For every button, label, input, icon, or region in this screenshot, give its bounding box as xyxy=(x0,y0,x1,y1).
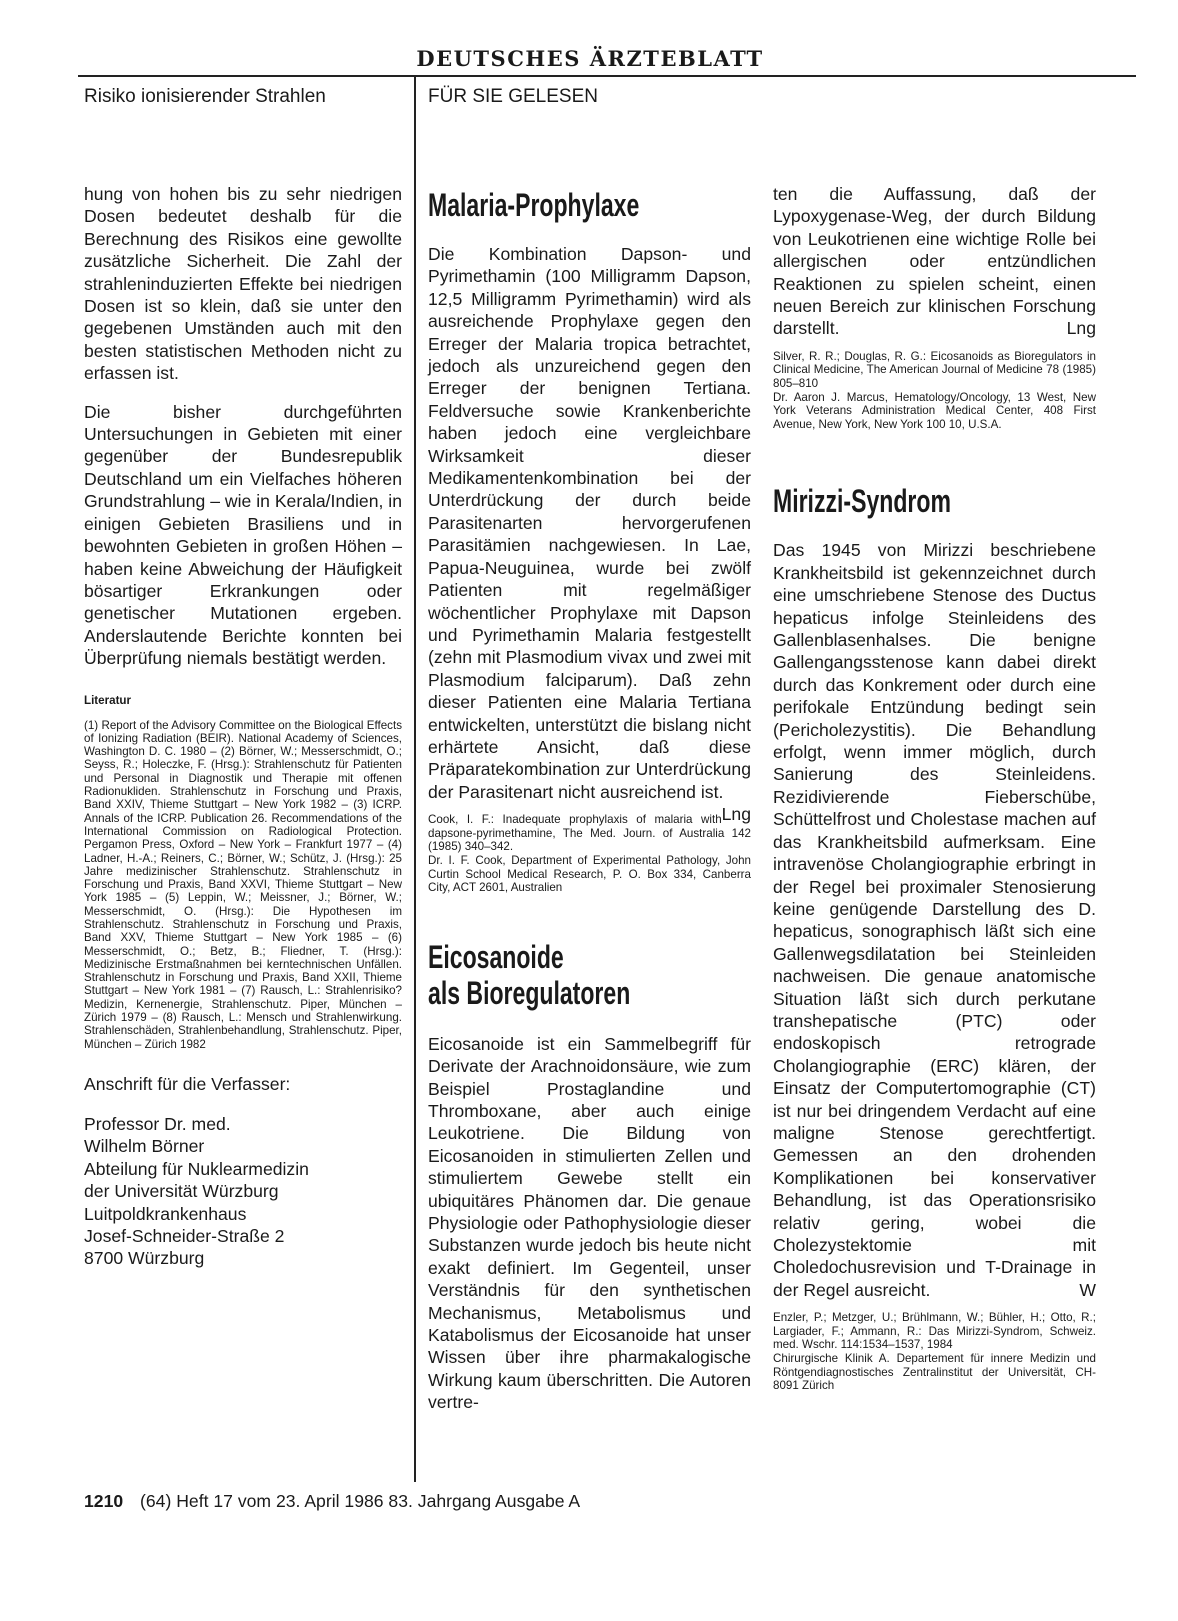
section-title-right: FÜR SIE GELESEN xyxy=(428,86,598,107)
mirizzi-source: Enzler, P.; Metzger, U.; Brühlmann, W.; Bühler, H.; Otto, R.; Largiader, F.; Ammann, R.: Das Mirizzi-Syndrom, Schweiz. med. Wschr. 114:1534–1537, 1984 Chirurgische Klinik A. Departement für innere Medizin und Röntgendiagnostisches Zentralinstitut der Universität, CH-8091 Zürich xyxy=(773,1311,1096,1393)
header-rule xyxy=(78,75,1136,77)
section-title-left: Risiko ionisierender Strahlen xyxy=(84,86,326,107)
column-divider xyxy=(414,76,416,1482)
malaria-source: Cook, I. F.: Inadequate prophylaxis of malaria with dapsone-pyrimethamine, The Med. Journ. of Australia 142 (1985) 340–342. Dr. I. F. Cook, Department of Experimental Pathology, John Curtin School Medical Research, P. O. Box 334, Canberra City, ACT 2601, Australien xyxy=(428,813,751,895)
literature-list: (1) Report of the Advisory Committee on the Biological Effects of Ionizing Radiation (BEIR). National Academy of Sciences, Washington D. C. 1980 – (2) Börner, W.; Messerschmidt, O.; Seyss, R.; Holeczke, F. (Hrsg.): Strahlenschutz für Patienten und Personal in Diagnostik und Therapie mit offenen Radionukliden. Strahlenschutz in Forschung und Praxis, Band XXIV, Thieme Stuttgart – New York 1982 – (3) ICRP. Annals of the ICRP. Publication 26. Recommendations of the International Commission on Radiological Protection. Pergamon Press, Oxford – New York – Frankfurt 1977 – (4) Ladner, H.-A.; Reiners, C.; Börner, W.; Schütz, J. (Hrsg.): 25 Jahre medizinischer Strahlenschutz. Strahlenschutz in Forschung und Praxis, Band XXVI, Thieme Stuttgart – New York 1985 – (5) Leppin, W.; Meissner, J.; Börner, W.; Messerschmidt, O. (Hrsg.): Die Hypothesen im Strahlenschutz. Strahlenschutz in Forschung und Praxis, Band XXV, Thieme Stuttgart – New York 1985 – (6) Messerschmidt, O.; Betz, B.; Fliedner, T. (Hrsg.): Medizinische Erstmaßnahmen bei kerntechnischen Unfällen. Strahlenschutz in Forschung und Praxis, Band XXII, Thieme Stuttgart – New York 1981 – (7) Rausch, L.: Strahlenrisiko? Medizin, Kernenergie, Strahlenschutz. Piper, München – Zürich 1979 – (8) Rausch, L.: Mensch und Strahlenwirkung. Strahlenschäden, Strahlenbehandlung, Strahlenschutz. Piper, München – Zürich 1982 xyxy=(84,718,402,1051)
masthead: DEUTSCHES ÄRZTEBLATT xyxy=(416,46,764,71)
mirizzi-title: Mirizzi-Syndrom xyxy=(773,483,951,520)
eicosanoide-title-line-2: als Bioregulatoren xyxy=(428,974,631,1011)
address-line: der Universität Würzburg xyxy=(84,1181,279,1202)
address-line: Professor Dr. med. xyxy=(84,1113,231,1134)
eicosanoide-body-continued: ten die Auffassung, daß der Lypoxygenase-Weg, der durch Bildung von Leukotrienen eine wichtige Rolle bei allergischen oder entzündlichen Reaktionen zu spielen scheint, einen neuen Bereich zur klinischen Forschung darstellt. Lng xyxy=(773,184,1096,339)
eicosanoide-body: Eicosanoide ist ein Sammelbegriff für Derivate der Arachnoidonsäure, wie zum Beispiel Prostaglandine und Thromboxane, aber auch einige Leukotriene. Die Bildung von Eicosanoiden in stimulierten Zellen und stimuliertem Gewebe stellt ein ubiquitäres Phänomen dar. Die genaue Physiologie oder Pathophysiologie dieser Substanzen wurde jedoch bis heute nicht exakt definiert. Im Gegenteil, unser Verständnis für den synthetischen Mechanismus, Metabolismus und Katabolismus der Eicosanoide hat unser Wissen über ihre pharmakalogische Wirkung kaum überschritten. Die Autoren vertre- xyxy=(428,1033,751,1413)
address-line: Abteilung für Nuklearmedizin xyxy=(84,1158,309,1179)
mirizzi-body: Das 1945 von Mirizzi beschriebene Krankheitsbild ist gekennzeichnet durch eine umschriebene Stenose des Ductus hepaticus infolge Steinleidens des Gallenblasenhalses. Die benigne Gallengangsstenose kann dabei direkt durch das Konkrement oder durch eine perifokale Entzündung bedingt sein (Pericholezystitis). Die Behandlung erfolgt, wenn immer möglich, durch Sanierung des Steinleidens. Rezidivierende Fieberschübe, Schüttelfrost und Cholestase machen auf das Krankheitsbild aufmerksam. Eine intravenöse Cholangiographie erbringt in der Regel bei proximaler Stenosierung keine genügende Darstellung des D. hepaticus, sonographisch läßt sich eine Gallenwegsdilatation bei Steinleiden nachweisen. Die genaue anatomische Situation läßt sich durch perkutane transhepatische (PTC) oder endoskopisch retrograde Cholangiographie (ERC) klären, der Einsatz der Computertomographie (CT) ist nur bei dringendem Verdacht auf eine maligne Stenose gerechtfertigt. Gemessen an den drohenden Komplikationen bei konservativer Behandlung, ist das Operationsrisiko relativ gering, wobei die Cholezystektomie mit Choledochusrevision und T-Drainage in der Regel ausreicht. W xyxy=(773,540,1096,1300)
literature-heading: Literatur xyxy=(84,693,132,707)
address-line: Josef-Schneider-Straße 2 xyxy=(84,1225,285,1246)
column-middle xyxy=(428,183,751,1414)
malaria-title: Malaria-Prophylaxe xyxy=(428,187,640,223)
eicosanoide-title-line-1: Eicosanoide xyxy=(428,938,564,975)
eicosanoide-signature: Lng xyxy=(1066,318,1096,339)
eicosanoide-source: Silver, R. R.; Douglas, R. G.: Eicosanoids as Bioregulators in Clinical Medicine, The American Journal of Medicine 78 (1985) 805–810 Dr. Aaron J. Marcus, Hematology/Oncology, 13 West, New York Veterans Administration Medical Center, 408 First Avenue, New York, New York 100 10, U.S.A. xyxy=(773,349,1096,431)
page-number: 1210 xyxy=(84,1491,124,1511)
mirizzi-signature: W xyxy=(1079,1279,1096,1300)
address-line: Wilhelm Börner xyxy=(84,1136,205,1157)
malaria-signature: Lng xyxy=(721,804,751,825)
address-heading: Anschrift für die Verfasser: xyxy=(84,1073,291,1094)
page-footer xyxy=(84,1491,580,1512)
column-right xyxy=(773,183,1096,1393)
column-radiation-article xyxy=(84,183,402,1270)
malaria-body: Die Kombination Dapson- und Pyrimethamin (100 Milligramm Dapson, 12,5 Milligramm Pyrimethamin) wird als ausreichende Prophylaxe gegen den Erreger der Malaria tropica betrachtet, jedoch als unzureichend gegen den Erreger der benignen Tertiana. Feldversuche sowie Krankenberichte haben jedoch eine vergleichbare Wirksamkeit dieser Medikamentenkombination bei der Unterdrückung der durch beide Parasitenarten hervorgerufenen Parasitämien nachgewiesen. In Lae, Papua-Neuguinea, wurde bei zwölf Patienten mit regelmäßiger wöchentlicher Prophylaxe mit Dapson und Pyrimethamin Malaria festgestellt (zehn mit Plasmodium vivax und zwei mit Plasmodium falciparum). Daß zehn dieser Patienten eine Malaria Tertiana entwickelten, unterstützt die bislang nicht erhärtete Ansicht, daß diese Präparatekombination zur Unterdrückung der Parasitenart nicht ausreichend ist. Lng xyxy=(428,244,751,825)
address-line: 8700 Würzburg xyxy=(84,1248,205,1269)
issue-info: (64) Heft 17 vom 23. April 1986 83. Jahrgang Ausgabe A xyxy=(140,1491,581,1511)
radiation-paragraph-1: hung von hohen bis zu sehr niedrigen Dosen bedeutet deshalb für die Berechnung des Risikos eine gewollte zusätzliche Sicherheit. Die Zahl der strahleninduzierten Effekte bei niedrigen Dosen ist so klein, daß sie unter den gegebenen Umständen auch mit den besten statistischen Methoden nicht zu erfassen ist. xyxy=(84,184,402,384)
address-line: Luitpoldkrankenhaus xyxy=(84,1203,247,1224)
author-address xyxy=(84,1113,402,1270)
radiation-paragraph-2: Die bisher durchgeführten Untersuchungen in Gebieten mit einer gegenüber der Bundesrepublik Deutschland um ein Vielfaches höheren Grundstrahlung – wie in Kerala/Indien, in einigen Gebieten Brasiliens und in bewohnten Gebieten in großen Höhen – haben keine Abweichung der Häufigkeit bösartiger Erkrankungen oder genetischer Mutationen ergeben. Anderslautende Berichte konnten bei Überprüfung niemals bestätigt werden. xyxy=(84,401,402,669)
